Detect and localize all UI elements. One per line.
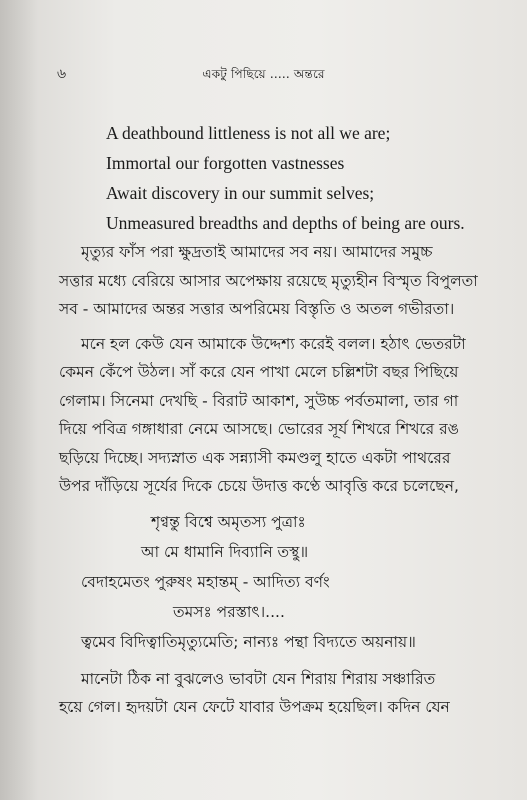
text-line: হয়ে গেল। হৃদয়টা যেন ফেটে যাবার উপক্রম হয়েছিল। কদিন যেন bbox=[59, 698, 450, 716]
text-line: মনে হল কেউ যেন আমাকে উদ্দেশ্য করেই বলল। হঠাৎ ভেতরটা bbox=[81, 334, 466, 353]
text-line: গেলাম। সিনেমা দেখছি - বিরাট আকাশ, সুউচ্চ পর্বতমালা, তার গা bbox=[59, 391, 459, 410]
text-line: মানেটা ঠিক না বুঝলেও ভাবটা যেন শিরায় শিরায় সঞ্চারিত bbox=[81, 669, 436, 688]
english-poem bbox=[106, 118, 506, 238]
text-line: মৃত্যুর ফাঁস পরা ক্ষুদ্রতাই আমাদের সব নয়। আমাদের সমুচ্চ bbox=[81, 243, 433, 261]
poem-line: A deathbound littleness is not all we are; bbox=[106, 123, 391, 143]
poem-line: Unmeasured breadths and depths of being are ours. bbox=[106, 213, 465, 233]
paragraph-1 bbox=[59, 238, 499, 324]
sanskrit-verse bbox=[59, 507, 499, 657]
text-line: উপর দাঁড়িয়ে সূর্যের দিকে চেয়ে উদাত্ত কণ্ঠে আবৃত্তি করে চলেছেন, bbox=[59, 477, 459, 495]
body-text bbox=[59, 238, 499, 722]
paragraph-3 bbox=[59, 665, 499, 722]
page-number: ৬ bbox=[57, 66, 67, 82]
running-head: একটু পিছিয়ে ..... অন্তরে bbox=[202, 67, 325, 81]
text-line: সব - আমাদের অন্তর সত্তার অপরিমেয় বিস্তৃতি ও অতল গভীরতা। bbox=[59, 300, 455, 318]
text-line: দিয়ে পবিত্র গঙ্গাধারা নেমে আসছে। ভোরের সূর্য শিখরে শিখরে রঙ bbox=[59, 420, 459, 438]
poem-line: Await discovery in our summit selves; bbox=[106, 183, 375, 203]
text-line: কেমন কেঁপে উঠল। সাঁ করে যেন পাখা মেলে চল্লিশটা বছর পিছিয়ে bbox=[59, 363, 459, 381]
verse-line: শৃণ্বন্তু বিশ্বে অমৃতস্য পুত্রাঃ bbox=[151, 512, 306, 531]
verse-line: ত্বমেব বিদিত্বাতিমৃত্যুমেতি; নান্যঃ পন্থা বিদ্যতে অয়নায়॥ bbox=[81, 632, 416, 651]
verse-line: তমসঃ পরস্তাৎ।.... bbox=[173, 602, 285, 621]
paragraph-2 bbox=[59, 330, 499, 501]
verse-line: বেদাহমেতং পুরুষং মহান্তম্ - আদিত্য বর্ণং bbox=[81, 572, 330, 591]
poem-line: Immortal our forgotten vastnesses bbox=[106, 153, 345, 173]
page-gutter-shadow bbox=[0, 0, 38, 800]
text-line: ছড়িয়ে দিচ্ছে। সদ্যস্নাত এক সন্ন্যাসী কমণ্ডলু হাতে একটা পাথরের bbox=[59, 448, 451, 467]
text-line: সত্তার মধ্যে বেরিয়ে আসার অপেক্ষায় রয়েছে মৃত্যুহীন বিস্মৃত বিপুলতা bbox=[59, 271, 478, 290]
verse-line: আ মে ধামানি দিব্যানি তস্থু॥ bbox=[141, 542, 309, 561]
